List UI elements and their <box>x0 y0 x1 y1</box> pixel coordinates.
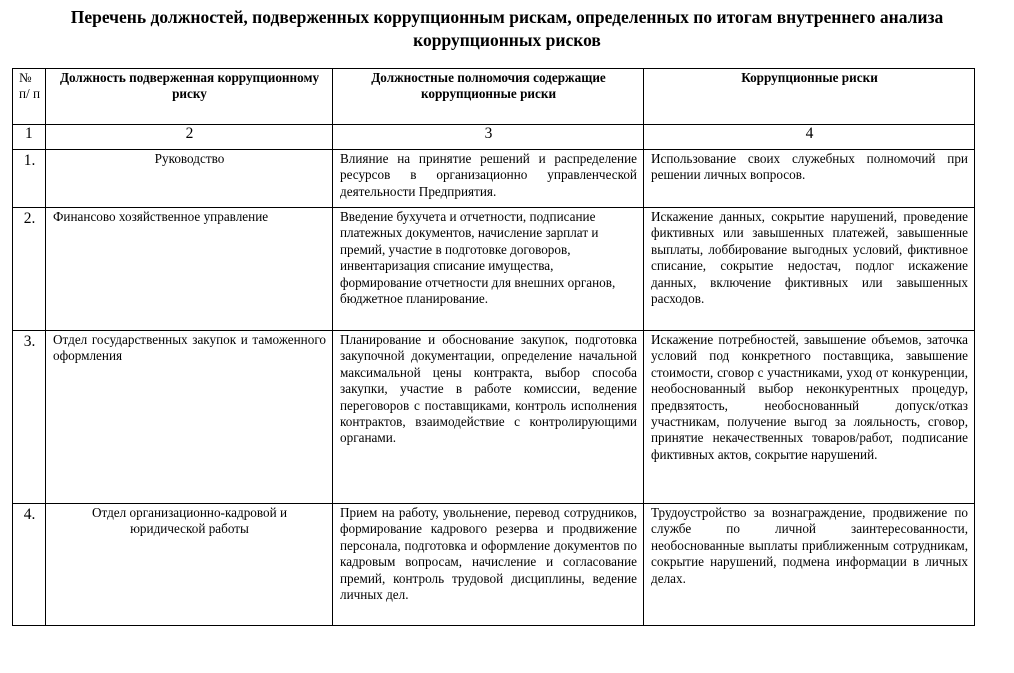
row-number: 4. <box>13 504 46 626</box>
row-risks: Трудоустройство за вознаграждение, продвижение по службе по личной заинтересованности, необоснованные выплаты приближенным сотрудникам, сокрытие нарушений, подмена информации в личных делах. <box>644 504 975 626</box>
header-risks: Коррупционные риски <box>644 69 975 125</box>
table-row <box>13 150 975 208</box>
table-row <box>13 504 975 626</box>
row-number: 1. <box>13 150 46 208</box>
row-number: 3. <box>13 331 46 504</box>
row-risks: Искажение данных, сокрытие нарушений, проведение фиктивных или завышенных платежей, завышенные выплаты, лоббирование выгодных условий, фиктивное списание, сокрытие недостач, подлог искажение данных, включение фиктивных или завышенных расходов. <box>644 208 975 331</box>
column-number-4: 4 <box>644 125 975 150</box>
row-powers: Влияние на принятие решений и распределение ресурсов в организационно управленческой деятельности Предприятия. <box>333 150 644 208</box>
column-number-3: 3 <box>333 125 644 150</box>
corruption-risk-table <box>12 68 975 626</box>
row-position: Отдел организационно-кадровой и юридической работы <box>46 504 333 626</box>
header-powers: Должностные полномочия содержащие коррупционные риски <box>333 69 644 125</box>
header-number: № п/ п <box>13 69 46 125</box>
column-number-1: 1 <box>13 125 46 150</box>
table-header-row <box>13 69 975 125</box>
table-row <box>13 331 975 504</box>
table-row <box>13 208 975 331</box>
row-position: Отдел государственных закупок и таможенного оформления <box>46 331 333 504</box>
document-title: Перечень должностей, подверженных коррупционным рискам, определенных по итогам внутреннего анализа коррупционных рисков <box>70 7 944 50</box>
column-numbers-row <box>13 125 975 150</box>
row-number: 2. <box>13 208 46 331</box>
header-position: Должность подверженная коррупционному риску <box>46 69 333 125</box>
row-position: Финансово хозяйственное управление <box>46 208 333 331</box>
row-risks: Искажение потребностей, завышение объемов, заточка условий под конкретного поставщика, завышение стоимости, сговор с участниками, уход от конкуренции, необоснованный выбор неконкурентных процедур, предвзятость, необоснованный допуск/отказ участникам, получение выгод за лояльность, сговор, принятие некачественных товаров/работ, подписание фиктивных актов, сокрытие нарушений. <box>644 331 975 504</box>
row-risks: Использование своих служебных полномочий при решении личных вопросов. <box>644 150 975 208</box>
row-powers: Планирование и обоснование закупок, подготовка закупочной документации, определение начальной максимальной цены контракта, выбор способа закупки, участие в работе комиссии, ведение переговоров с поставщиками, контроль исполнения контрактов, взаимодействие с контролирующими органами. <box>333 331 644 504</box>
column-number-2: 2 <box>46 125 333 150</box>
row-position: Руководство <box>46 150 333 208</box>
row-powers: Прием на работу, увольнение, перевод сотрудников, формирование кадрового резерва и продвижение персонала, подготовка и оформление документов по кадровым вопросам, начисление и согласование премий, контроль трудовой дисциплины, ведение личных дел. <box>333 504 644 626</box>
row-powers: Введение бухучета и отчетности, подписание платежных документов, начисление зарплат и премий, участие в подготовке договоров, инвентаризация списание имущества, формирование отчетности для внешних органов, бюджетное планирование. <box>333 208 644 331</box>
